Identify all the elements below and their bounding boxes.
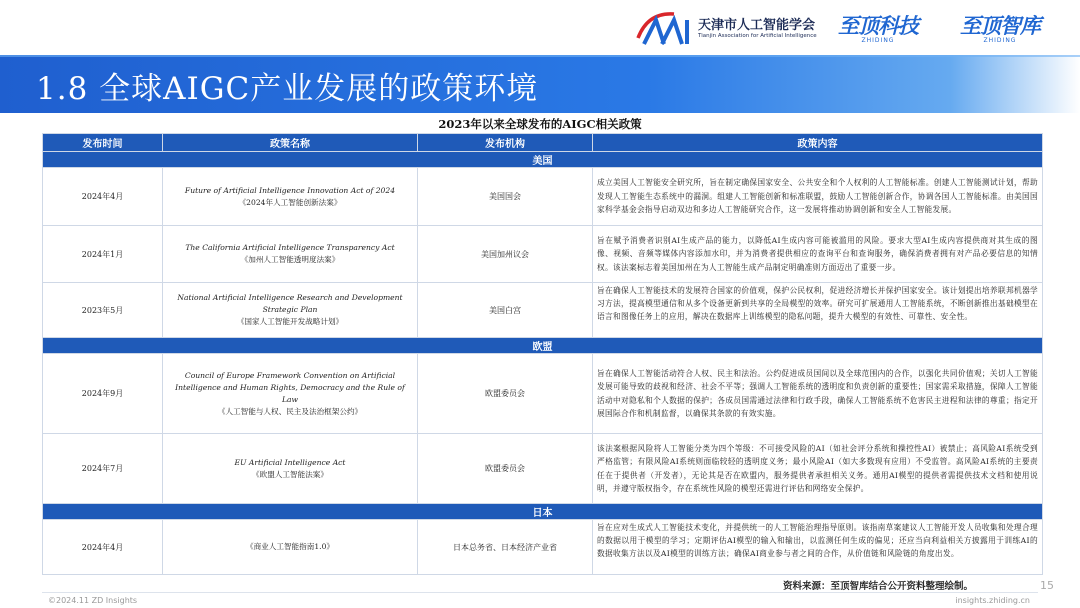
row-policy-name — [163, 434, 418, 504]
row-date: 2023年5月 — [43, 283, 163, 338]
table-row — [43, 434, 1043, 504]
tjaai-logo — [634, 6, 834, 48]
page-number: 15 — [1040, 579, 1054, 592]
source-note: 资料来源：至顶智库结合公开资料整理绘制。 — [783, 581, 974, 592]
zhiding-think-tank-logo — [960, 10, 1040, 44]
row-content — [593, 354, 1043, 434]
table-row — [43, 226, 1043, 283]
column-header-content: 政策内容 — [593, 134, 1043, 152]
column-header-date: 发布时间 — [43, 134, 163, 152]
row-policy-name — [163, 354, 418, 434]
policy-table — [42, 133, 1043, 575]
row-content — [593, 520, 1043, 575]
row-issuer: 日本总务省、日本经济产业省 — [418, 520, 593, 575]
policy-content: 成立美国人工智能安全研究所，旨在制定确保国家安全、公共安全和个人权利的人工智能标准。创建人工智能测试计划，帮助发现人工智能生态系统中的漏洞。组建人工智能创新和标准联盟，鼓励人工智能创新合作，协调各国人工智能标准。由美国国家科学基金会指导启动双边和多边人工智能研究合作，这一发展将推动协调创新和安全人工智能发展。 — [597, 178, 1038, 215]
table-row — [43, 520, 1043, 575]
policy-content: 旨在应对生成式人工智能技术变化，并提供统一的人工智能治理指导原则。该指南草案建议人工智能开发人员收集和处理合理的数据以用于模型的学习；定期评估AI模型的输入和输出，以监测任何生成的偏见；还应当向利益相关方披露用于训练AI的数据收集方法以及AI模型的训练方法；确保AI商业参与者之间的合作，从价值链和风险链的角度出发。 — [597, 522, 1038, 559]
title-band — [0, 55, 1080, 113]
row-content — [593, 434, 1043, 504]
policy-name-en: National Artificial Intelligence Research and Development Strategic Plan — [177, 293, 403, 314]
section-label: 欧盟 — [43, 338, 1043, 354]
table-row — [43, 283, 1043, 338]
table-caption: 2023年以来全球发布的AIGC相关政策 — [438, 117, 642, 131]
page-title: 1.8 全球AIGC产业发展的政策环境 — [36, 71, 539, 107]
row-issuer: 欧盟委员会 — [418, 354, 593, 434]
section-label: 日本 — [43, 504, 1043, 520]
row-date: 2024年9月 — [43, 354, 163, 434]
row-policy-name — [163, 283, 418, 338]
column-header-policy-name: 政策名称 — [163, 134, 418, 152]
row-content — [593, 283, 1043, 338]
zhiding-think-tank-logo-en: ZHIDING — [983, 37, 1017, 44]
policy-content: 该法案根据风险将人工智能分类为四个等级：不可接受风险的AI（如社会评分系统和操控性AI）被禁止；高风险AI系统受到严格监管；有限风险AI系统则面临较轻的透明度义务；最小风险AI（如大多数现有应用）不受监管。高风险AI系统的主要责任在于提供者（开发者），无论其是否在欧盟内，服务提供者承担相关义务。通用AI模型的提供者需提供技术文档和使用说明，并遵守版权指令，存在系统性风险的模型还需进行评估和网络安全保护。 — [597, 443, 1038, 493]
row-issuer: 美国加州议会 — [418, 226, 593, 283]
tjaai-logo-icon — [634, 8, 692, 48]
row-content — [593, 168, 1043, 226]
row-issuer: 欧盟委员会 — [418, 434, 593, 504]
row-date: 2024年4月 — [43, 520, 163, 575]
row-date: 2024年4月 — [43, 168, 163, 226]
policy-name-cn: 《2024年人工智能创新法案》 — [238, 197, 342, 207]
footer-divider — [42, 592, 1038, 593]
header-logos — [620, 0, 1080, 52]
row-issuer: 美国白宫 — [418, 283, 593, 338]
policy-name-en: Council of Europe Framework Convention on Artificial Intelligence and Human Rights, Democracy and the Rule of Law — [175, 370, 405, 404]
tjaai-name-en: Tianjin Association for Artificial Intelligence — [698, 33, 817, 39]
table-row — [43, 354, 1043, 434]
row-content — [593, 226, 1043, 283]
row-policy-name — [163, 226, 418, 283]
column-header-issuer: 发布机构 — [418, 134, 593, 152]
zhiding-tech-logo — [838, 10, 918, 44]
zhiding-tech-logo-en: ZHIDING — [861, 37, 895, 44]
row-date: 2024年1月 — [43, 226, 163, 283]
policy-name-cn: 《商业人工智能指南1.0》 — [245, 542, 334, 551]
tjaai-name-cn: 天津市人工智能学会 — [698, 18, 816, 33]
policy-name-cn: 《加州人工智能透明度法案》 — [240, 255, 340, 264]
footer-copyright: ©2024.11 ZD Insights — [48, 596, 138, 605]
row-policy-name — [163, 168, 418, 226]
section-row-eu — [43, 338, 1043, 354]
section-label: 美国 — [43, 152, 1043, 168]
row-date: 2024年7月 — [43, 434, 163, 504]
policy-name-en: Future of Artificial Intelligence Innovation Act of 2024 — [184, 185, 396, 195]
policy-name-cn: 《国家人工智能开发战略计划》 — [236, 317, 344, 326]
policy-name-cn: 《人工智能与人权、民主及法治框架公约》 — [217, 406, 363, 416]
policy-name-en: The California Artificial Intelligence Transparency Act — [185, 243, 395, 252]
policy-content: 旨在确保人工智能活动符合人权、民主和法治。公约促进成员国间以及全球范围内的合作，以强化共同价值观；关切人工智能发展可能导致的歧视和经济、社会不平等；强调人工智能系统的透明度和负责创新的重要性；国家需采取措施，保障人工智能活动中对隐私和个人数据的保护；各成员国需通过法律和行政手段，确保人工智能系统不危害民主进程和法律的尊重；指定开展国际合作和机制监督，以确保其条款的有效实施。 — [597, 368, 1038, 418]
policy-name-cn: 《欧盟人工智能法案》 — [252, 469, 328, 479]
zhiding-tech-logo-cn: 至顶科技 — [838, 14, 918, 38]
policy-name-en: EU Artificial Intelligence Act — [234, 457, 346, 467]
policy-content: 旨在确保人工智能技术的发展符合国家的价值观，保护公民权利，促进经济增长并保护国家安全。该计划提出培养联邦机器学习方法，提高模型通信和从多个设备更新到共享的全局模型的效率。研究可扩展通用人工智能系统，不断创新推出基础模型在语言和图像任务上的应用，解决在数据库上训练模型的隐私问题，提升大模型的有效性、可靠性、安全性。 — [597, 285, 1038, 322]
footer-url: insights.zhiding.cn — [955, 596, 1030, 605]
section-row-usa — [43, 152, 1043, 168]
section-row-japan — [43, 504, 1043, 520]
row-policy-name — [163, 520, 418, 575]
row-issuer: 美国国会 — [418, 168, 593, 226]
zhiding-think-tank-logo-cn: 至顶智库 — [960, 14, 1040, 38]
table-row — [43, 168, 1043, 226]
policy-content: 旨在赋予消费者识别AI生成产品的能力，以降低AI生成内容可能被滥用的风险。要求大型AI生成内容提供商对其生成的图像、视频、音频等媒体内容添加水印，并为消费者提供相应的查询平台和查询服务，确保消费者拥有对产品必要信息的知情权。该法案标志着美国加州在为人工智能生成产品制定明确准则方面迈出了重要一步。 — [597, 235, 1038, 272]
table-header-row — [43, 134, 1043, 152]
